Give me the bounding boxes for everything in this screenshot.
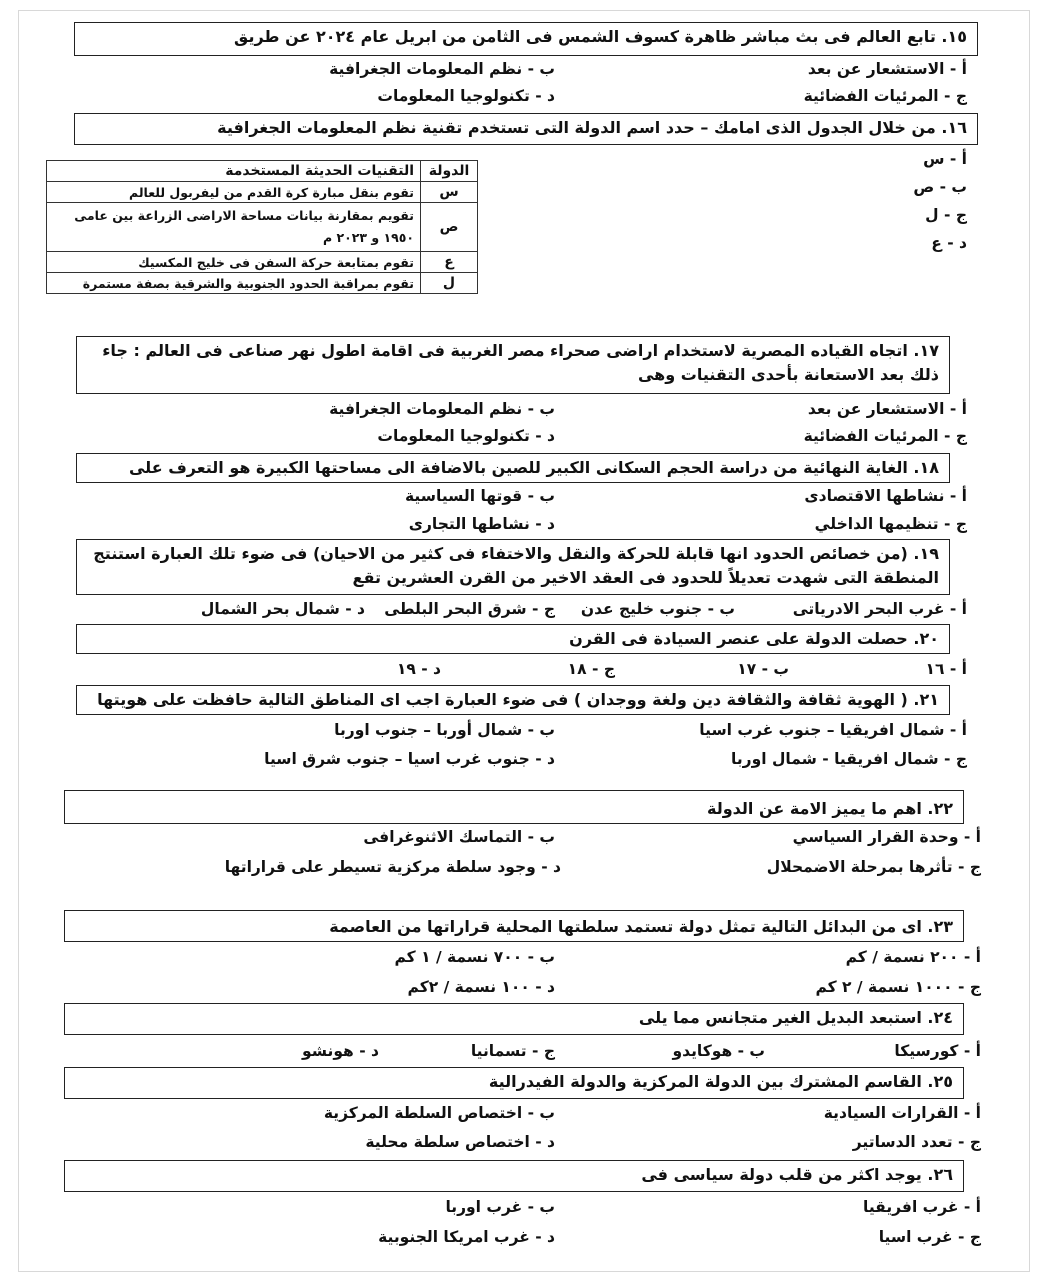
q23-option-a[interactable]: أ - ٢٠٠ نسمة / كم bbox=[845, 948, 981, 966]
q22-option-b[interactable]: ب - التماسك الاثنوغرافى bbox=[363, 828, 555, 846]
q26-option-c[interactable]: ج - غرب اسيا bbox=[878, 1228, 981, 1246]
q26-option-b[interactable]: ب - غرب اوربا bbox=[445, 1198, 555, 1216]
q26-option-a[interactable]: أ - غرب افريقيا bbox=[863, 1198, 981, 1216]
question-26-box bbox=[64, 1160, 964, 1192]
question-19-text: ١٩. (من خصائص الحدود انها قابلة للحركة والنقل والاختفاء فى كثير من الاحيان) فى ضوء تلك العبارة استنتج المنطقة التى شهدت تعديلاً للحدود فى العقد الاخير من القرن العشرين تقع bbox=[93, 544, 939, 587]
q22-option-a[interactable]: أ - وحدة القرار السياسي bbox=[792, 828, 981, 846]
question-25-text: ٢٥. القاسم المشترك بين الدولة المركزية والدولة الفيدرالية bbox=[488, 1072, 953, 1091]
q24-option-b[interactable]: ب - هوكايدو bbox=[672, 1042, 765, 1060]
q21-option-c[interactable]: ج - شمال افريقيا - شمال اوربا bbox=[731, 750, 967, 768]
question-15-box bbox=[74, 22, 978, 56]
table-cell-country: ل bbox=[421, 273, 478, 294]
table-row bbox=[47, 203, 478, 252]
q22-option-c[interactable]: ج - تأثرها بمرحلة الاضمحلال bbox=[766, 858, 981, 876]
q17-option-c[interactable]: ج - المرئيات الفضائية bbox=[803, 427, 967, 445]
question-17-box bbox=[76, 336, 950, 394]
q19-option-d[interactable]: د - شمال بحر الشمال bbox=[200, 600, 365, 618]
q17-option-a[interactable]: أ - الاستشعار عن بعد bbox=[807, 400, 967, 418]
table-header-country: الدولة bbox=[421, 161, 478, 182]
q15-option-c[interactable]: ج - المرئيات الفضائية bbox=[803, 87, 967, 105]
q25-option-c[interactable]: ج - تعدد الدساتير bbox=[852, 1133, 981, 1151]
q21-option-d[interactable]: د - جنوب غرب اسيا – جنوب شرق اسيا bbox=[264, 750, 555, 768]
table-cell-technology: تقوم بمتابعة حركة السفن فى خليج المكسيك bbox=[47, 252, 421, 273]
q23-option-b[interactable]: ب - ٧٠٠ نسمة / ١ كم bbox=[394, 948, 555, 966]
q25-option-b[interactable]: ب - اختصاص السلطة المركزية bbox=[323, 1104, 555, 1122]
q18-option-b[interactable]: ب - قوتها السياسية bbox=[405, 487, 555, 505]
table-row bbox=[47, 252, 478, 273]
question-24-text: ٢٤. استبعد البديل الغير متجانس مما يلى bbox=[638, 1008, 953, 1027]
q23-option-d[interactable]: د - ١٠٠ نسمة / ٢كم bbox=[407, 978, 555, 996]
question-18-box bbox=[76, 453, 950, 483]
table-cell-technology: تقوم بمراقبة الحدود الجنوبية والشرقية بصفة مستمرة bbox=[47, 273, 421, 294]
q23-option-c[interactable]: ج - ١٠٠٠ نسمة / ٢ كم bbox=[815, 978, 981, 996]
q16-option-b[interactable]: ب - ص bbox=[913, 178, 967, 196]
question-26-text: ٢٦. يوجد اكثر من قلب دولة سياسى فى bbox=[641, 1165, 953, 1184]
q24-option-c[interactable]: ج - تسمانيا bbox=[470, 1042, 555, 1060]
q20-option-d[interactable]: د - ١٩ bbox=[396, 660, 441, 678]
q15-option-d[interactable]: د - تكنولوجيا المعلومات bbox=[377, 87, 555, 105]
q17-option-d[interactable]: د - تكنولوجيا المعلومات bbox=[377, 427, 555, 445]
question-20-box bbox=[76, 624, 950, 654]
q21-option-a[interactable]: أ - شمال افريقيا – جنوب غرب اسيا bbox=[699, 721, 967, 739]
countries-technologies-table bbox=[46, 160, 478, 294]
question-25-box bbox=[64, 1067, 964, 1099]
question-22-box bbox=[64, 790, 964, 824]
question-24-box bbox=[64, 1003, 964, 1035]
q21-option-b[interactable]: ب - شمال أوربا – جنوب اوربا bbox=[334, 721, 555, 739]
table-header-technologies: التقنيات الحديثة المستخدمة bbox=[47, 161, 421, 182]
q18-option-d[interactable]: د - نشاطها التجارى bbox=[408, 515, 555, 533]
q24-option-d[interactable]: د - هونشو bbox=[302, 1042, 379, 1060]
q19-option-c[interactable]: ج - شرق البحر البلطى bbox=[384, 600, 555, 618]
question-15-text: ١٥. تابع العالم فى بث مباشر ظاهرة كسوف الشمس فى الثامن من ابريل عام ٢٠٢٤ عن طريق bbox=[234, 27, 967, 46]
q25-option-d[interactable]: د - اختصاص سلطة محلية bbox=[365, 1133, 555, 1151]
table-cell-technology: تقويم بمقارنة بيانات مساحة الاراضى الزراعة بين عامى ١٩٥٠ و ٢٠٢٣ م bbox=[47, 203, 421, 252]
q19-option-a[interactable]: أ - غرب البحر الادرياتى bbox=[792, 600, 967, 618]
question-18-text: ١٨. الغاية النهائية من دراسة الحجم السكانى الكبير للصين بالاضافة الى مساحتها الكبيرة هو التعرف على bbox=[128, 458, 939, 477]
question-19-box bbox=[76, 539, 950, 595]
q20-option-c[interactable]: ج - ١٨ bbox=[567, 660, 615, 678]
q25-option-a[interactable]: أ - القرارات السيادية bbox=[823, 1104, 981, 1122]
question-16-text: ١٦. من خلال الجدول الذى امامك – حدد اسم الدولة التى تستخدم تقنية نظم المعلومات الجغرافية bbox=[217, 118, 967, 137]
question-23-box bbox=[64, 910, 964, 942]
q20-option-a[interactable]: أ - ١٦ bbox=[925, 660, 967, 678]
question-23-text: ٢٣. اى من البدائل التالية تمثل دولة تستمد سلطتها المحلية قراراتها من العاصمة bbox=[329, 917, 953, 936]
q20-option-b[interactable]: ب - ١٧ bbox=[737, 660, 789, 678]
question-17-text: ١٧. اتجاه القياده المصرية لاستخدام اراضى صحراء مصر الغربية فى اقامة اطول نهر صناعى فى العالم : جاء ذلك بعد الاستعانة بأحدى التقنيات وهى bbox=[102, 341, 939, 384]
table-row bbox=[47, 273, 478, 294]
question-16-box bbox=[74, 113, 978, 145]
table-cell-country: ص bbox=[421, 203, 478, 252]
question-20-text: ٢٠. حصلت الدولة على عنصر السيادة فى القرن bbox=[569, 629, 939, 648]
q17-option-b[interactable]: ب - نظم المعلومات الجغرافية bbox=[329, 400, 555, 418]
q15-option-a[interactable]: أ - الاستشعار عن بعد bbox=[807, 60, 967, 78]
q16-option-d[interactable]: د - ع bbox=[931, 234, 967, 252]
q22-option-d[interactable]: د - وجود سلطة مركزية تسيطر على قراراتها bbox=[224, 858, 561, 876]
q16-option-a[interactable]: أ - س bbox=[923, 150, 967, 168]
question-21-box bbox=[76, 685, 950, 715]
table-header-row bbox=[47, 161, 478, 182]
table-row bbox=[47, 182, 478, 203]
q19-option-b[interactable]: ب - جنوب خليج عدن bbox=[580, 600, 735, 618]
q16-option-c[interactable]: ج - ل bbox=[925, 206, 967, 224]
q24-option-a[interactable]: أ - كورسيكا bbox=[894, 1042, 981, 1060]
q18-option-c[interactable]: ج - تنظيمها الداخلي bbox=[814, 515, 967, 533]
question-21-text: ٢١. ( الهوية ثقافة والثقافة دين ولغة ووجدان ) فى ضوء العبارة اجب اى المناطق التالية حافظت على هويتها bbox=[97, 690, 939, 709]
table-cell-country: س bbox=[421, 182, 478, 203]
q18-option-a[interactable]: أ - نشاطها الاقتصادى bbox=[804, 487, 967, 505]
table-cell-technology: تقوم بنقل مبارة كرة القدم من ليفربول للعالم bbox=[47, 182, 421, 203]
table-cell-country: ع bbox=[421, 252, 478, 273]
q26-option-d[interactable]: د - غرب امريكا الجنوبية bbox=[378, 1228, 555, 1246]
question-22-text: ٢٢. اهم ما يميز الامة عن الدولة bbox=[706, 799, 953, 818]
q15-option-b[interactable]: ب - نظم المعلومات الجغرافية bbox=[329, 60, 555, 78]
